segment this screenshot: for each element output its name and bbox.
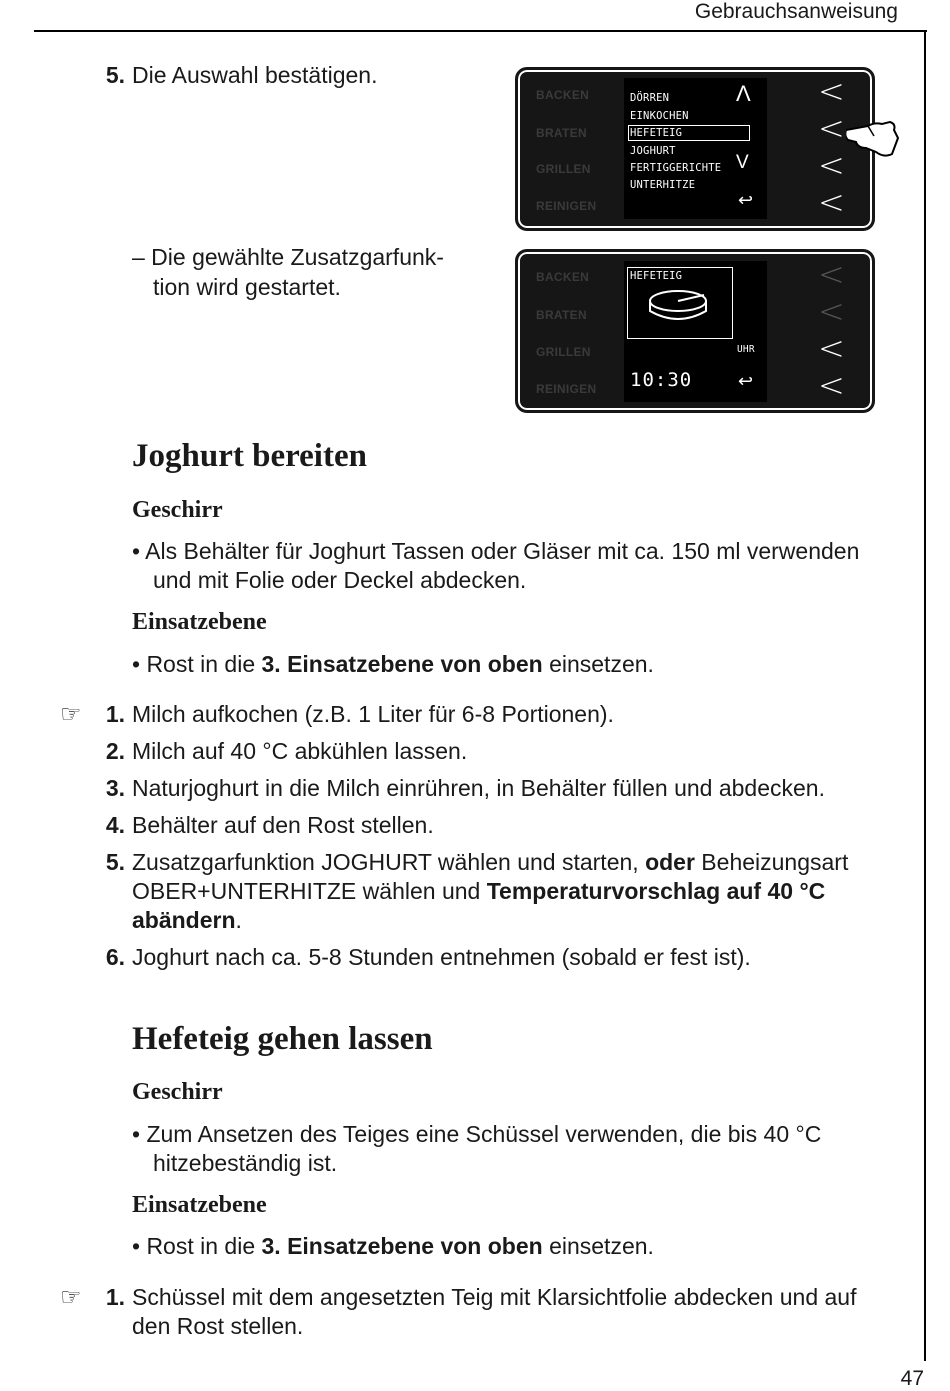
side-label-braten: BRATEN (536, 126, 587, 140)
step-number: 5. (105, 849, 125, 875)
menu-item: JOGHURT (630, 145, 676, 157)
menu-item: DÖRREN (630, 92, 670, 104)
paragraph-line: • Rost in die 3. Einsatzebene von oben einsetzen. (132, 651, 654, 677)
menu-screen (624, 78, 767, 219)
paragraph-line: • Als Behälter für Joghurt Tassen oder Gläser mit ca. 150 ml verwenden (132, 538, 860, 564)
menu-item: EINKOCHEN (630, 110, 689, 122)
side-label-backen: BACKEN (536, 88, 590, 102)
finger-icon (846, 118, 900, 160)
side-label-braten: BRATEN (536, 308, 587, 322)
step-number: 1. (105, 1284, 125, 1310)
menu-item-selected: HEFETEIG (630, 127, 748, 139)
button-mark-icon[interactable]: < (818, 183, 845, 221)
button-mark-icon[interactable]: < (818, 109, 845, 147)
step-number: 2. (105, 738, 125, 764)
program-title: HEFETEIG (630, 270, 683, 282)
header-rule (34, 30, 927, 32)
paragraph-line: • Rost in die 3. Einsatzebene von oben einsetzen. (132, 1233, 654, 1259)
back-icon: ↩ (738, 371, 754, 391)
side-label-backen: BACKEN (536, 270, 590, 284)
subheading-geschirr: Geschirr (132, 1079, 223, 1105)
time-display: 10:30 (630, 369, 693, 391)
section-title: Joghurt bereiten (132, 438, 367, 474)
side-label-reinigen: REINIGEN (536, 199, 597, 213)
side-label-grillen: GRILLEN (536, 345, 591, 359)
subheading-einsatzebene: Einsatzebene (132, 1192, 267, 1218)
side-rule (924, 30, 926, 1361)
paragraph-line: und mit Folie oder Deckel abdecken. (153, 567, 527, 593)
uhr-label: UHR (737, 344, 755, 355)
oven-display-running (515, 249, 875, 413)
back-icon: ↩ (738, 190, 754, 210)
button-mark-icon[interactable]: < (818, 255, 845, 293)
menu-item: UNTERHITZE (630, 179, 696, 191)
button-mark-icon[interactable]: < (818, 146, 845, 184)
step-number: 5. (105, 62, 125, 88)
step-text: den Rost stellen. (132, 1313, 304, 1339)
side-label-reinigen: REINIGEN (536, 382, 597, 396)
result-text: tion wird gestartet. (153, 274, 341, 300)
step-number: 3. (105, 775, 125, 801)
step-text: abändern. (132, 907, 242, 933)
paragraph-line: hitzebeständig ist. (153, 1150, 338, 1176)
step-number: 4. (105, 812, 125, 838)
header-title: Gebrauchsanweisung (694, 0, 898, 23)
button-mark-icon[interactable]: < (818, 292, 845, 330)
hand-pointer-icon: ☞ (60, 1284, 82, 1311)
step-number: 6. (105, 944, 125, 970)
dough-bowl-icon (646, 289, 714, 329)
button-mark-icon[interactable]: < (818, 366, 845, 404)
menu-item: FERTIGGERICHTE (630, 162, 722, 174)
program-screen (624, 261, 767, 402)
chevron-up-icon: Λ (736, 81, 751, 106)
subheading-geschirr: Geschirr (132, 497, 223, 523)
side-label-grillen: GRILLEN (536, 162, 591, 176)
page-number: 47 (900, 1367, 924, 1390)
step-text: Schüssel mit dem angesetzten Teig mit Klarsichtfolie abdecken und auf (132, 1284, 857, 1310)
button-mark-icon[interactable]: < (818, 329, 845, 367)
step-text: Joghurt nach ca. 5-8 Stunden entnehmen (sobald er fest ist). (132, 944, 751, 970)
result-text: – Die gewählte Zusatzgarfunk- (132, 244, 444, 270)
step-text: Die Auswahl bestätigen. (132, 62, 378, 88)
step-number: 1. (105, 701, 125, 727)
step-text: Milch aufkochen (z.B. 1 Liter für 6-8 Portionen). (132, 701, 614, 727)
step-text: Behälter auf den Rost stellen. (132, 812, 434, 838)
section-title: Hefeteig gehen lassen (132, 1021, 433, 1057)
paragraph-line: • Zum Ansetzen des Teiges eine Schüssel verwenden, die bis 40 °C (132, 1121, 822, 1147)
subheading-einsatzebene: Einsatzebene (132, 609, 267, 635)
step-text: Milch auf 40 °C abkühlen lassen. (132, 738, 468, 764)
step-text: Naturjoghurt in die Milch einrühren, in Behälter füllen und abdecken. (132, 775, 825, 801)
hand-pointer-icon: ☞ (60, 701, 82, 728)
step-text: OBER+UNTERHITZE wählen und Temperaturvorschlag auf 40 °C (132, 878, 826, 904)
step-text: Zusatzgarfunktion JOGHURT wählen und starten, oder Beheizungsart (132, 849, 849, 875)
chevron-down-icon: V (736, 152, 749, 173)
oven-display-menu (515, 67, 875, 231)
button-mark-icon[interactable]: < (818, 72, 845, 110)
